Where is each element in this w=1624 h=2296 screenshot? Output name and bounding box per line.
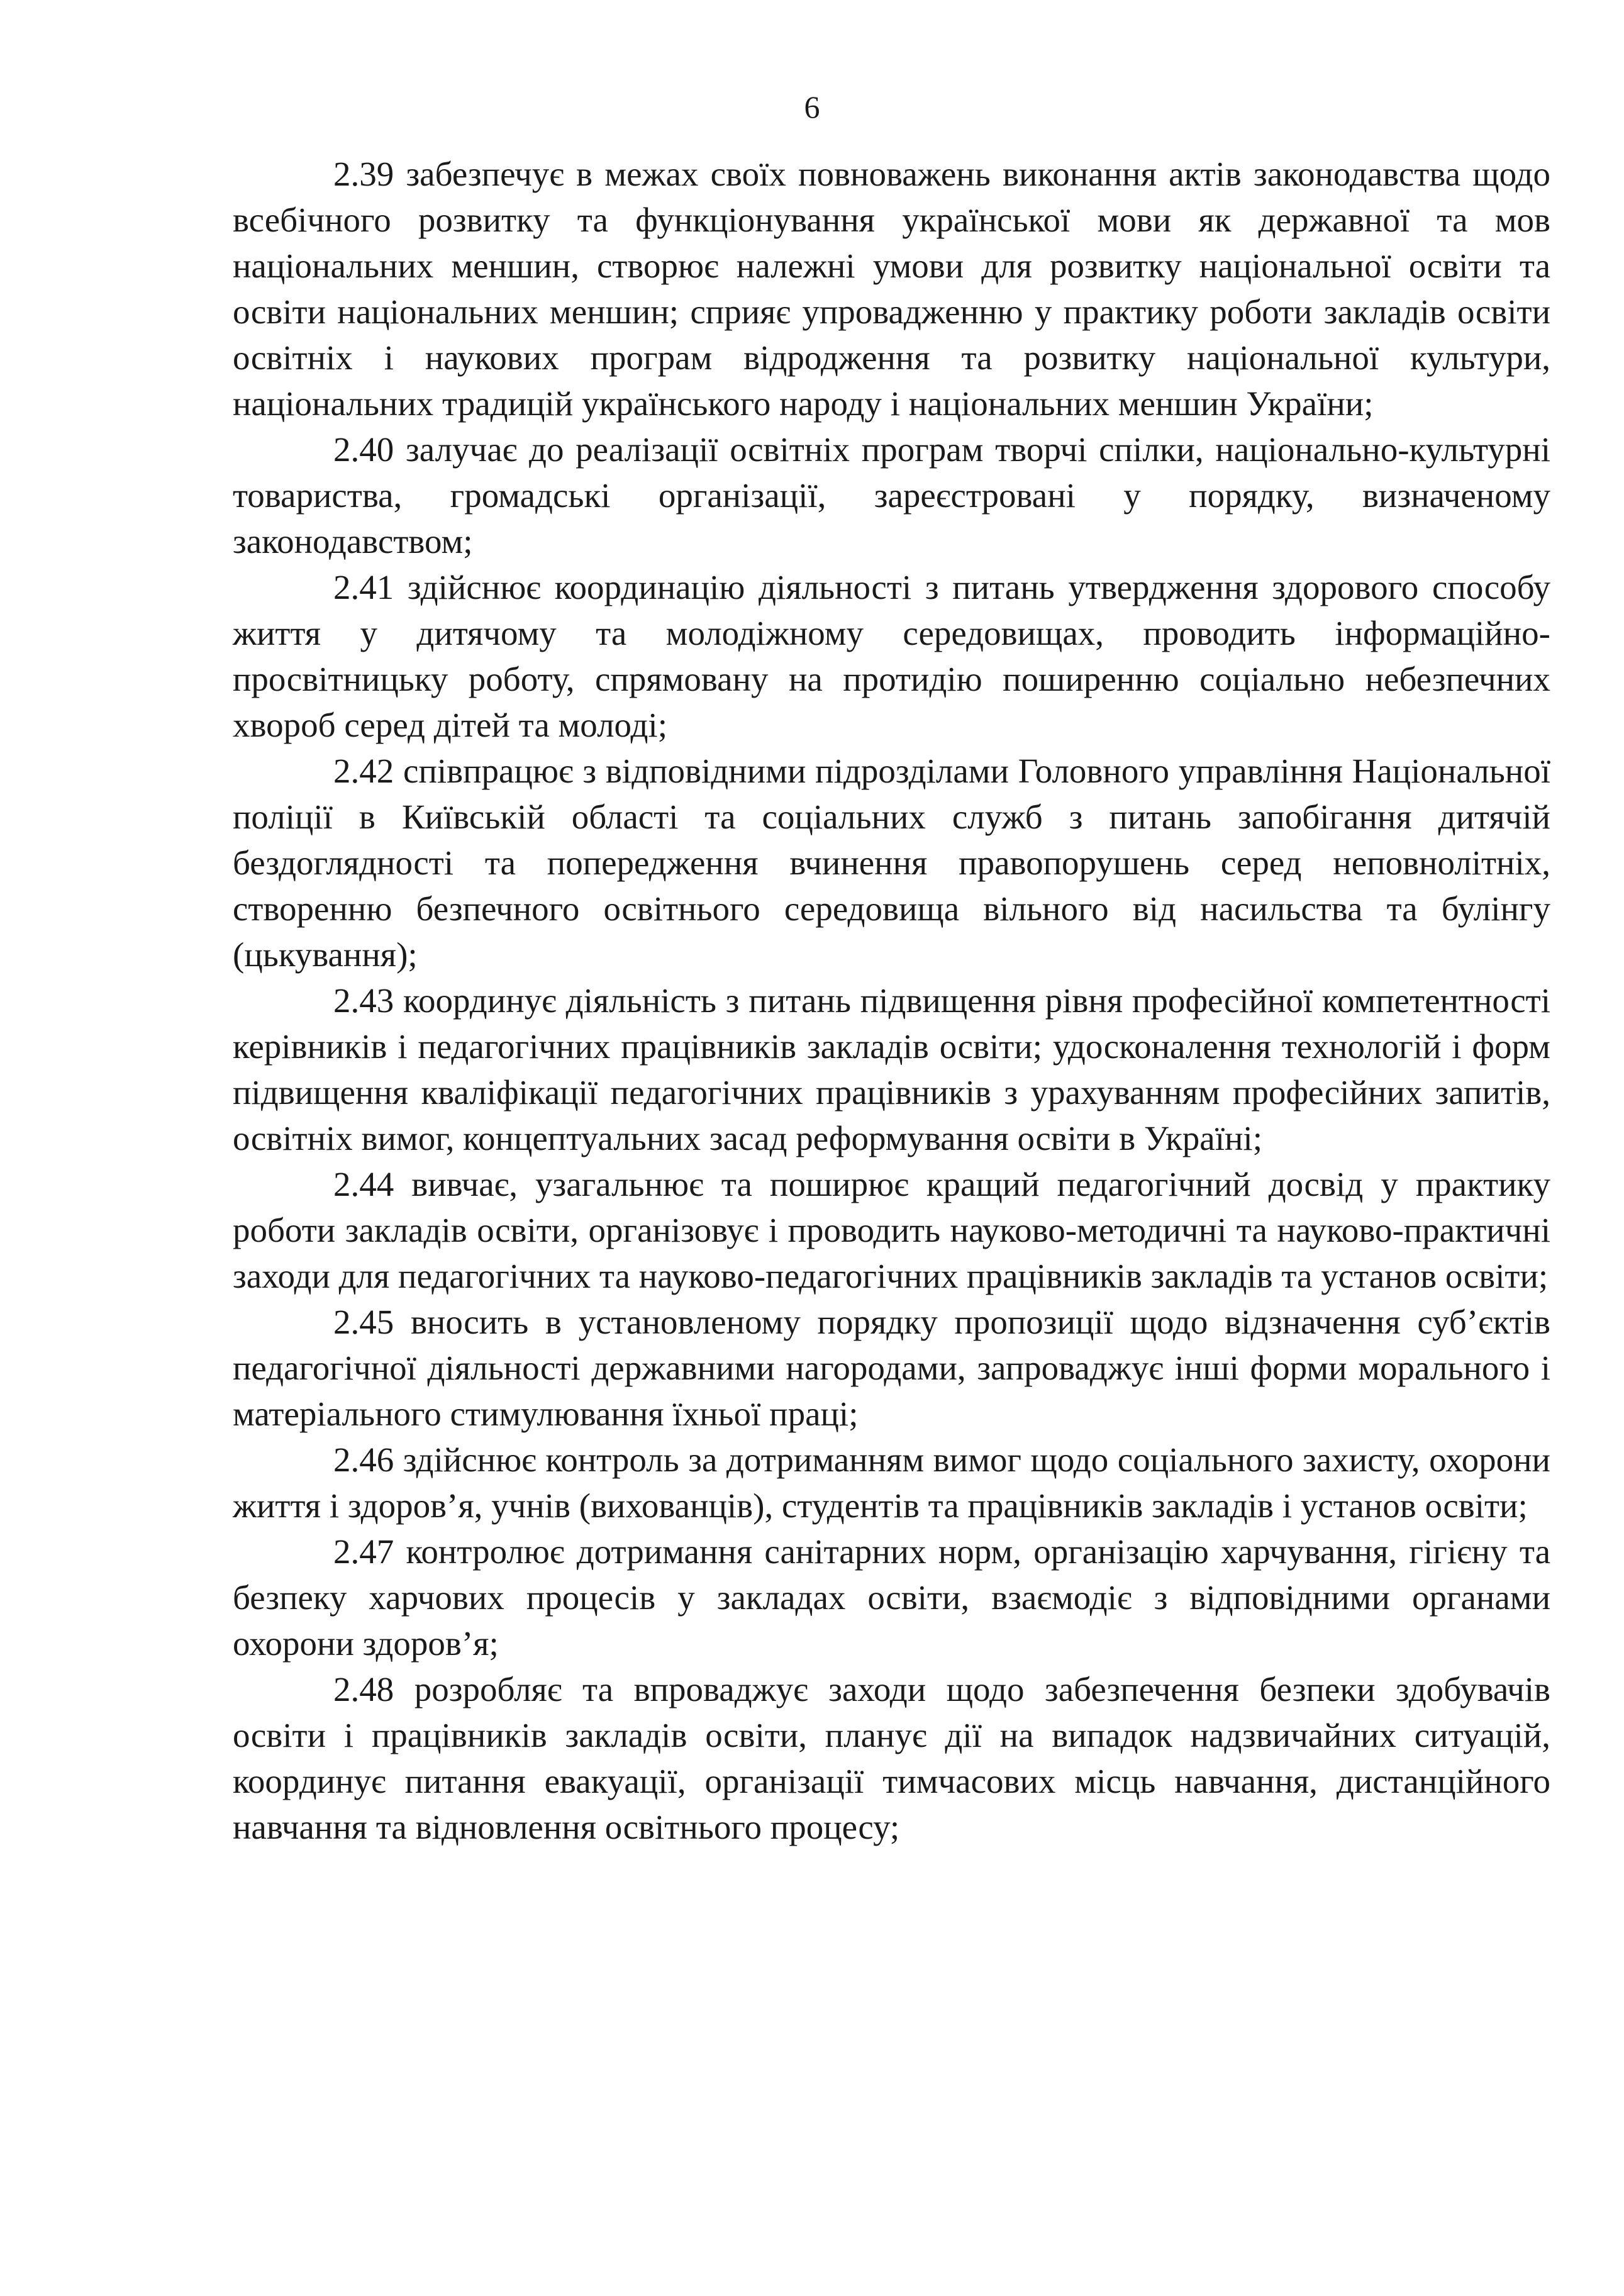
paragraph-2-46: 2.46 здійснює контроль за дотриманням вимог щодо соціального захисту, охорони життя і здоров’я, учнів (вихованців), студентів та працівників закладів і установ освіти; [233,1441,1550,1525]
paragraph-2-39: 2.39 забезпечує в межах своїх повноважень виконання актів законодавства щодо всебічного розвитку та функціонування української мови як державної та мов національних меншин, створює належні умови для розвитку національної освіти та освіти національних меншин; сприяє упровадженню у практику роботи закладів освіти освітніх і наукових програм відродження та розвитку національної культури, національних традицій українського народу і національних меншин України; [233,155,1550,423]
paragraph-2-40: 2.40 залучає до реалізації освітніх програм творчі спілки, національно-культурні товариства, громадські організації, зареєстровані у порядку, визначеному законодавством; [233,430,1550,560]
page-number: 6 [804,89,820,125]
paragraph-2-45: 2.45 вносить в установленому порядку пропозиції щодо відзначення суб’єктів педагогічної діяльності державними нагородами, запроваджує інші форми морального і матеріального стимулювання їхньої праці; [233,1303,1550,1433]
document-body [233,151,1550,1850]
paragraph-2-48: 2.48 розробляє та впроваджує заходи щодо забезпечення безпеки здобувачів освіти і працівників закладів освіти, планує дії на випадок надзвичайних ситуацій, координує питання евакуації, організації тимчасових місць навчання, дистанційного навчання та відновлення освітнього процесу; [233,1670,1550,1846]
paragraph-2-47: 2.47 контролює дотримання санітарних норм, організацію харчування, гігієну та безпеку харчових процесів у закладах освіти, взаємодіє з відповідними органами охорони здоров’я; [233,1532,1550,1663]
paragraph-2-43: 2.43 координує діяльність з питань підвищення рівня професійної компетентності керівників і педагогічних працівників закладів освіти; удосконалення технологій і форм підвищення кваліфікації педагогічних працівників з урахуванням професійних запитів, освітніх вимог, концептуальних засад реформування освіти в Україні; [233,981,1550,1157]
paragraph-2-44: 2.44 вивчає, узагальнює та поширює кращий педагогічний досвід у практику роботи закладів освіти, організовує і проводить науково-методичні та науково-практичні заходи для педагогічних та науково-педагогічних працівників закладів та установ освіти; [233,1165,1550,1295]
paragraph-2-41: 2.41 здійснює координацію діяльності з питань утвердження здорового способу життя у дитячому та молодіжному середовищах, проводить інформаційно-просвітницьку роботу, спрямовану на протидію поширенню соціально небезпечних хвороб серед дітей та молоді; [233,568,1550,744]
paragraph-2-42: 2.42 співпрацює з відповідними підрозділами Головного управління Національної поліції в Київській області та соціальних служб з питань запобігання дитячій бездоглядності та попередження вчинення правопорушень серед неповнолітніх, створенню безпечного освітнього середовища вільного від насильства та булінгу (цькування); [233,752,1550,974]
